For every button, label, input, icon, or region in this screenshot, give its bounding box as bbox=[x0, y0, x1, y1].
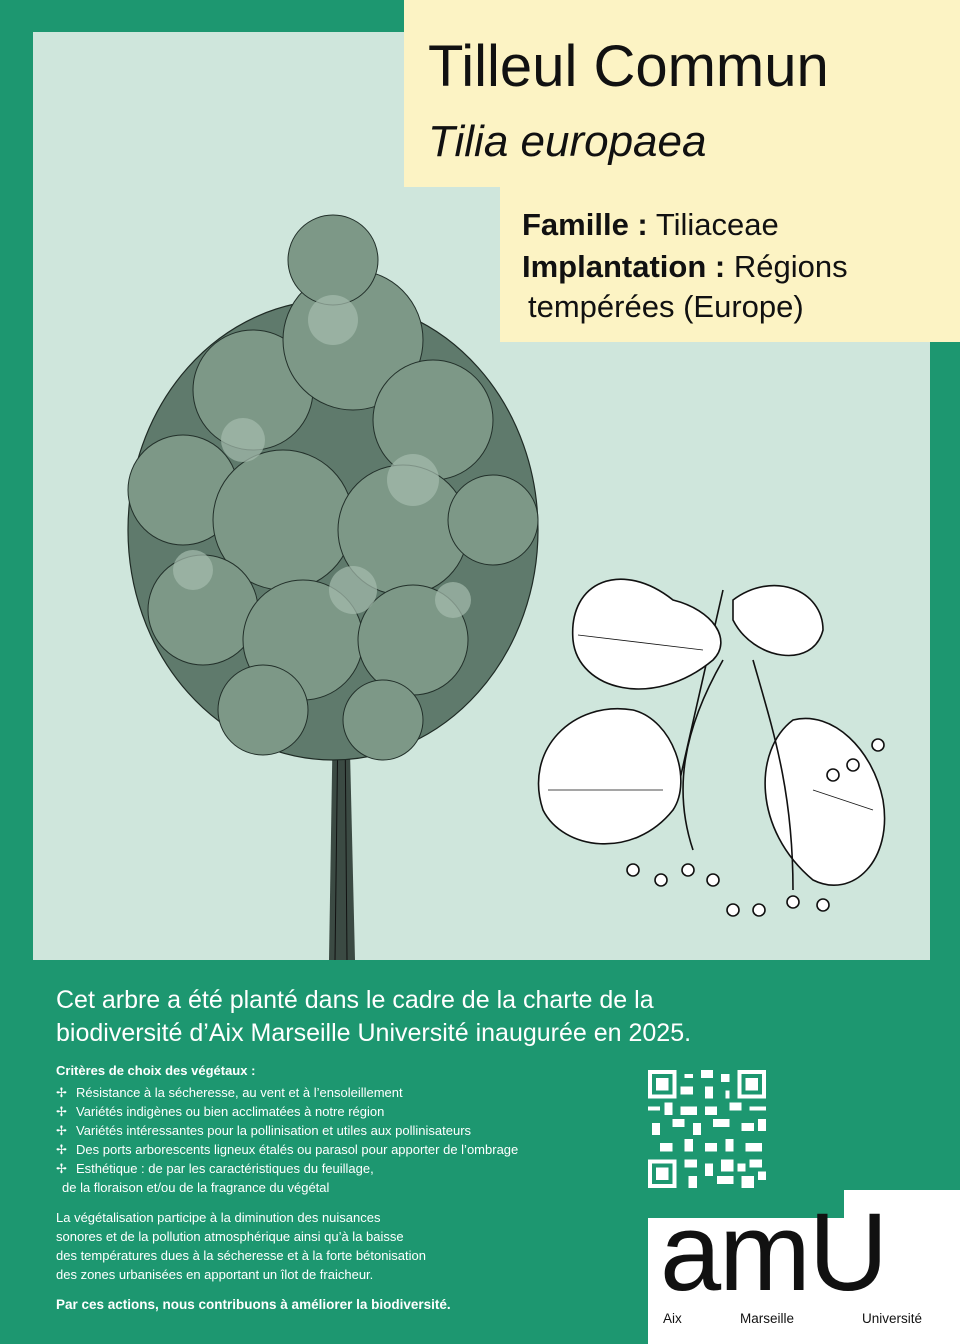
implantation-label: Implantation : bbox=[522, 249, 726, 284]
implantation-value-continued: tempérées (Europe) bbox=[528, 289, 804, 324]
criteria-item: ✢ Variétés indigènes ou bien acclimatées à notre région bbox=[56, 1104, 385, 1119]
paragraph-line: des températures dues à la sécheresse et à la forte bétonisation bbox=[56, 1248, 426, 1263]
plus-cross-icon: ✢ bbox=[56, 1104, 67, 1119]
criteria-item: ✢ Résistance à la sécheresse, au vent et à l’ensoleillement bbox=[56, 1085, 403, 1100]
lead-line-2: biodiversité d’Aix Marseille Université inaugurée en 2025. bbox=[56, 1019, 692, 1047]
logo-word-aix: Aix bbox=[663, 1311, 682, 1326]
latin-name: Tilia europaea bbox=[428, 117, 707, 166]
amu-logo: amU bbox=[660, 1191, 887, 1314]
criteria-title: Critères de choix des végétaux : bbox=[56, 1063, 256, 1078]
paragraph-line: sonores et de la pollution atmosphérique ainsi qu’à la baisse bbox=[56, 1229, 404, 1244]
plus-cross-icon: ✢ bbox=[56, 1161, 67, 1176]
paragraph-line: La végétalisation participe à la diminution des nuisances bbox=[56, 1210, 381, 1225]
criteria-item: ✢ Esthétique : de par les caractéristiques du feuillage, bbox=[56, 1161, 374, 1176]
plus-cross-icon: ✢ bbox=[56, 1142, 67, 1157]
closing-statement: Par ces actions, nous contribuons à améliorer la biodiversité. bbox=[56, 1297, 451, 1312]
tree-illustration bbox=[128, 215, 538, 960]
criteria-item-continuation: de la floraison et/ou de la fragrance du végétal bbox=[62, 1180, 330, 1195]
logo-word-universite: Université bbox=[862, 1311, 923, 1326]
lead-line-1: Cet arbre a été planté dans le cadre de la charte de la bbox=[56, 986, 654, 1014]
implantation-line bbox=[522, 251, 848, 282]
linden-leaf-illustration bbox=[539, 579, 885, 916]
paragraph-line: des zones urbanisées en apportant un îlot de fraicheur. bbox=[56, 1267, 374, 1282]
qr-code[interactable] bbox=[648, 1070, 766, 1188]
criteria-item: ✢ Des ports arborescents ligneux étalés ou parasol pour apporter de l’ombrage bbox=[56, 1142, 519, 1157]
implantation-value: Régions bbox=[733, 249, 848, 284]
famille-label: Famille : bbox=[522, 207, 648, 242]
plus-cross-icon: ✢ bbox=[56, 1123, 67, 1138]
page-title: Tilleul Commun bbox=[428, 34, 829, 99]
famille-value: Tiliaceae bbox=[655, 207, 779, 242]
famille-line bbox=[522, 209, 779, 240]
logo-word-marseille: Marseille bbox=[740, 1311, 795, 1326]
criteria-item: ✢ Variétés intéressantes pour la pollinisation et utiles aux pollinisateurs bbox=[56, 1123, 472, 1138]
plus-cross-icon: ✢ bbox=[56, 1085, 67, 1100]
